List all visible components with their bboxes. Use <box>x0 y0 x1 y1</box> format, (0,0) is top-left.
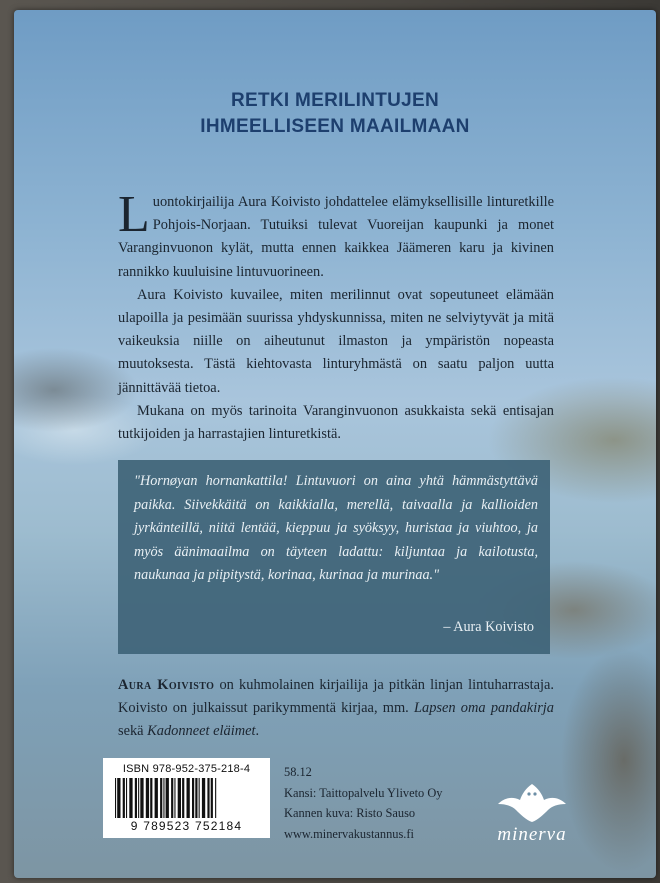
title-line-2: IHMEELLISEEN MAAILMAAN <box>200 116 470 137</box>
barcode-bar <box>150 778 152 818</box>
barcode-bar <box>135 778 137 818</box>
barcode-bar <box>115 778 116 818</box>
isbn-label: ISBN 978-952-375-218-4 <box>122 763 251 775</box>
author-bio-text: on kuhmolainen kirjailija ja pitkän linjan lintuharrastaja. Koivisto on julkaissut parikymmentä kirjaa, mm. <box>118 677 554 716</box>
isbn-digits: 9 789523 752184 <box>130 819 243 833</box>
barcode-bar <box>126 778 127 818</box>
publisher-logo <box>482 780 582 850</box>
barcode-bar <box>123 778 125 818</box>
intro-text: uontokirjailija Aura Koivisto johdattelee elämyksellisille linturetkille Pohjois-Norjaan. Tutuiksi tulevat Vuoreijan kaupunki ja monet Varanginvuonon kylät, mutta ennen kaikkea Jäämeren karu ja kivinen rannikko kuuluisine lintuvuorineen. <box>118 194 554 280</box>
barcode-bar <box>129 778 132 818</box>
credits <box>284 762 484 844</box>
barcode-bar <box>140 778 143 818</box>
book-back-cover <box>14 10 656 878</box>
barcode-bar <box>192 778 194 818</box>
book-title-2: Kadonneet eläimet <box>147 722 256 739</box>
barcode-bar <box>166 778 169 818</box>
cover-title <box>14 88 656 140</box>
quote-text: "Hornøyan hornankattila! Lintuvuori on aina yhtä hämmästyttävä paikka. Siivekkäitä on kaikkialla, merellä, taivaalla ja kallioiden jyrkänteillä, niitä lentää, kieppuu ja syöksyy, huristaa ja viuhtoo, ja myös äänimaailma on täyteen ladattu: kiljuntaa ja kailotusta, naukunaa ja piipitystä, korinaa, kurinaa ja murinaa." <box>134 473 538 584</box>
cover-design-credit: Kansi: Taittopalvelu Yliveto Oy <box>284 785 443 800</box>
barcode-bar <box>202 778 205 818</box>
owl-icon <box>482 780 582 824</box>
barcode-bar <box>211 778 213 818</box>
barcode-bar <box>171 778 173 818</box>
barcode-bar <box>146 778 149 818</box>
barcode-bar <box>207 778 209 818</box>
cover-photo-credit: Kannen kuva: Risto Sauso <box>284 806 416 820</box>
barcode-bar <box>178 778 181 818</box>
barcode-bar <box>182 778 184 818</box>
quote-box <box>118 460 550 654</box>
author-name: Aura Koivisto <box>118 677 215 693</box>
title-line-1: RETKI MERILINTUJEN <box>230 90 440 111</box>
blurb-paragraph-3: Mukana on myös tarinoita Varanginvuonon asukkaista sekä entisajan tutkijoiden ja harrastajien linturetkistä. <box>118 402 554 443</box>
barcode-bar <box>117 778 120 818</box>
classification-code: 58.12 <box>284 765 312 779</box>
barcode-bar <box>195 778 197 818</box>
quote-attribution: – Aura Koivisto <box>443 619 534 635</box>
drop-cap: L <box>118 186 150 243</box>
barcode-bar <box>138 778 139 818</box>
barcode-bar <box>187 778 190 818</box>
barcode-bars <box>113 778 260 818</box>
barcode-bar <box>160 778 162 818</box>
barcode-bar <box>155 778 158 818</box>
barcode-bar <box>199 778 200 818</box>
blurb-paragraph-1 <box>118 186 554 284</box>
barcode-bar <box>215 778 216 818</box>
blurb <box>118 186 554 446</box>
author-bio <box>118 674 554 742</box>
barcode-bar <box>163 778 164 818</box>
book-title-1: Lapsen oma pandakirja <box>414 699 554 716</box>
publisher-name: minerva <box>497 824 567 845</box>
publisher-website: www.minervakustannus.fi <box>284 826 414 841</box>
author-bio-end: . <box>255 722 260 739</box>
barcode <box>103 758 270 838</box>
author-bio-connector: sekä <box>118 722 148 739</box>
blurb-paragraph-2: Aura Koivisto kuvailee, miten merilinnut ovat sopeutuneet elämään ulapoilla ja pesimään suurissa yhdyskunnissa, miten ne selviytyvät ja mitä vaikeuksia niille on aiheutunut ilmaston ja ympäristön nopeasta muutoksesta. Tästä kiehtovasta linturyhmästä on saatu paljon uutta jännittävää tietoa. <box>118 286 554 396</box>
barcode-bar <box>174 778 175 818</box>
